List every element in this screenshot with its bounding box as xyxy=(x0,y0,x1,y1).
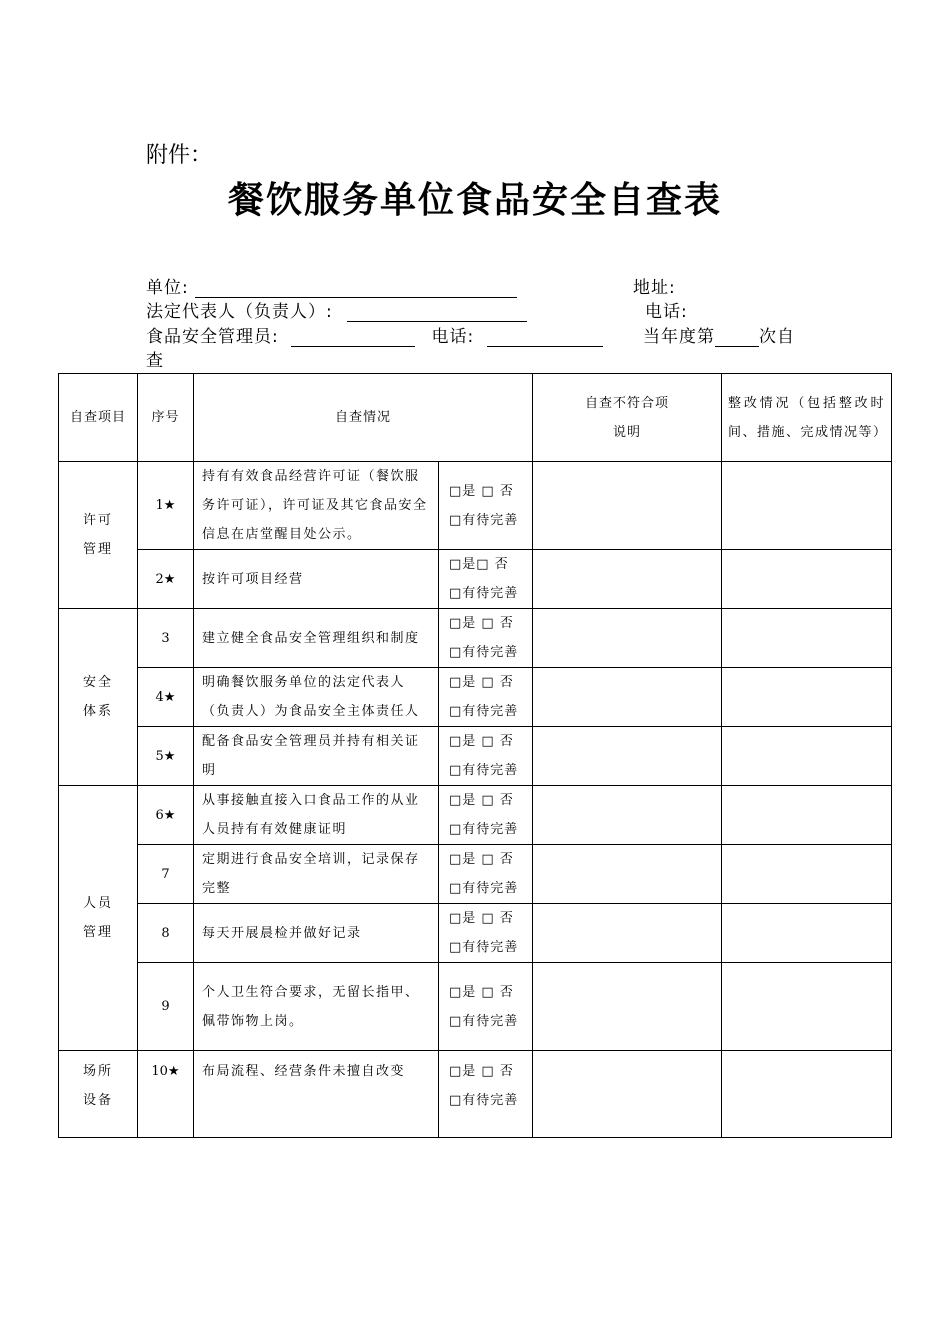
row-text: 定期进行食品安全培训，记录保存完整 xyxy=(194,845,439,904)
header-noncompliance-line2: 说明 xyxy=(613,424,642,440)
pending-checkbox[interactable]: □有待完善 xyxy=(449,645,519,660)
header-situation: 自查情况 xyxy=(194,374,533,462)
row-text: 每天开展晨检并做好记录 xyxy=(194,904,439,963)
phone-label-2: 电话: xyxy=(431,327,475,347)
row-text: 配备食品安全管理员并持有相关证明 xyxy=(194,727,439,786)
row-seq: 5★ xyxy=(138,727,194,786)
table-row xyxy=(59,550,892,609)
yes-no-checkbox[interactable]: □是 □ 否 xyxy=(449,793,514,808)
row-seq: 4★ xyxy=(138,668,194,727)
row-seq: 6★ xyxy=(138,786,194,845)
category-line2: 设备 xyxy=(82,1093,113,1108)
row-options xyxy=(439,845,533,904)
row-seq: 1★ xyxy=(138,462,194,550)
header-seq: 序号 xyxy=(138,374,194,462)
row-seq: 7 xyxy=(138,845,194,904)
self-check-table xyxy=(58,373,892,1138)
pending-checkbox[interactable]: □有待完善 xyxy=(449,512,519,528)
noncompliance-cell[interactable] xyxy=(533,963,722,1051)
row-text: 明确餐饮服务单位的法定代表人（负责人）为食品安全主体责任人 xyxy=(194,668,439,727)
rectification-cell[interactable] xyxy=(722,845,892,904)
table-row xyxy=(59,668,892,727)
noncompliance-cell[interactable] xyxy=(533,786,722,845)
yes-no-checkbox[interactable]: □是 □ 否 xyxy=(449,616,514,631)
year-prefix: 当年度第 xyxy=(643,327,715,347)
category-line2: 体系 xyxy=(82,704,113,719)
category-facilities xyxy=(59,1051,138,1138)
year-suffix-wrap: 查 xyxy=(146,351,164,371)
row-seq: 8 xyxy=(138,904,194,963)
yes-no-checkbox[interactable]: □是 □ 否 xyxy=(449,911,514,926)
row-text: 从事接触直接入口食品工作的从业人员持有有效健康证明 xyxy=(194,786,439,845)
yes-no-checkbox[interactable]: □是 □ 否 xyxy=(449,984,514,1000)
yes-no-checkbox[interactable]: □是 □ 否 xyxy=(449,734,514,749)
rectification-cell[interactable] xyxy=(722,668,892,727)
row-seq: 9 xyxy=(138,963,194,1051)
row-options xyxy=(439,727,533,786)
table-row xyxy=(59,845,892,904)
pending-checkbox[interactable]: □有待完善 xyxy=(449,586,519,601)
category-line2: 管理 xyxy=(82,542,113,557)
noncompliance-cell[interactable] xyxy=(533,727,722,786)
header-item: 自查项目 xyxy=(59,374,138,462)
row-options xyxy=(439,963,533,1051)
unit-field[interactable] xyxy=(195,281,517,298)
row-text: 布局流程、经营条件未擅自改变 xyxy=(194,1051,439,1138)
unit-line xyxy=(146,278,517,298)
category-line1: 场所 xyxy=(82,1064,113,1079)
year-count-line xyxy=(643,327,795,347)
unit-label: 单位: xyxy=(146,278,189,298)
category-line1: 安全 xyxy=(82,675,113,690)
legal-rep-line xyxy=(146,302,527,322)
header-noncompliance-line1: 自查不符合项 xyxy=(585,395,670,411)
pending-checkbox[interactable]: □有待完善 xyxy=(449,704,519,719)
attachment-label: 附件： xyxy=(146,143,213,168)
noncompliance-cell[interactable] xyxy=(533,904,722,963)
page-title: 餐饮服务单位食品安全自查表 xyxy=(227,179,722,221)
legal-rep-label: 法定代表人（负责人）: xyxy=(146,302,333,322)
header-noncompliance xyxy=(533,374,722,462)
table-row xyxy=(59,727,892,786)
rectification-cell[interactable] xyxy=(722,786,892,845)
row-text: 按许可项目经营 xyxy=(194,550,439,609)
pending-checkbox[interactable]: □有待完善 xyxy=(449,1093,519,1108)
row-options xyxy=(439,904,533,963)
table-row xyxy=(59,904,892,963)
pending-checkbox[interactable]: □有待完善 xyxy=(449,881,519,896)
row-options xyxy=(439,462,533,550)
category-line1: 人员 xyxy=(82,896,113,911)
manager-line xyxy=(146,327,603,347)
row-options xyxy=(439,550,533,609)
noncompliance-cell[interactable] xyxy=(533,1051,722,1138)
yes-no-checkbox[interactable]: □是 □ 否 xyxy=(449,1064,514,1079)
year-suffix: 次自 xyxy=(759,327,795,347)
row-seq: 10★ xyxy=(138,1051,194,1138)
rectification-cell[interactable] xyxy=(722,904,892,963)
rectification-cell[interactable] xyxy=(722,550,892,609)
row-options xyxy=(439,609,533,668)
rectification-cell[interactable] xyxy=(722,462,892,550)
manager-field[interactable] xyxy=(291,330,415,347)
yes-no-checkbox[interactable]: □是 □ 否 xyxy=(449,852,514,867)
pending-checkbox[interactable]: □有待完善 xyxy=(449,1013,519,1029)
noncompliance-cell[interactable] xyxy=(533,462,722,550)
table-header-row xyxy=(59,374,892,462)
table-row xyxy=(59,462,892,550)
header-rectification: 整改情况（包括整改时间、措施、完成情况等） xyxy=(722,374,892,462)
row-text: 建立健全食品安全管理组织和制度 xyxy=(194,609,439,668)
yes-no-checkbox[interactable]: □是 □ 否 xyxy=(449,483,514,499)
category-license xyxy=(59,462,138,609)
phone-label-1: 电话: xyxy=(645,302,688,322)
yes-no-checkbox[interactable]: □是 □ 否 xyxy=(449,675,514,690)
row-seq: 2★ xyxy=(138,550,194,609)
table-row xyxy=(59,786,892,845)
table-row xyxy=(59,963,892,1051)
yes-no-checkbox[interactable]: □是□ 否 xyxy=(449,557,509,572)
category-personnel xyxy=(59,786,138,1051)
category-line2: 管理 xyxy=(82,925,113,940)
row-seq: 3 xyxy=(138,609,194,668)
phone-field-2[interactable] xyxy=(487,330,603,347)
rectification-cell[interactable] xyxy=(722,727,892,786)
pending-checkbox[interactable]: □有待完善 xyxy=(449,822,519,837)
year-count-field[interactable] xyxy=(715,330,759,347)
row-text: 持有有效食品经营许可证（餐饮服务许可证），许可证及其它食品安全信息在店堂醒目处公示。 xyxy=(194,462,439,550)
pending-checkbox[interactable]: □有待完善 xyxy=(449,940,519,955)
noncompliance-cell[interactable] xyxy=(533,609,722,668)
noncompliance-cell[interactable] xyxy=(533,845,722,904)
pending-checkbox[interactable]: □有待完善 xyxy=(449,763,519,778)
table-row xyxy=(59,1051,892,1138)
rectification-cell[interactable] xyxy=(722,1051,892,1138)
rectification-cell[interactable] xyxy=(722,609,892,668)
row-options xyxy=(439,1051,533,1138)
manager-label: 食品安全管理员: xyxy=(146,327,279,347)
rectification-cell[interactable] xyxy=(722,963,892,1051)
table-row xyxy=(59,609,892,668)
category-safety-system xyxy=(59,609,138,786)
row-options xyxy=(439,668,533,727)
noncompliance-cell[interactable] xyxy=(533,550,722,609)
category-line1: 许可 xyxy=(82,513,113,528)
noncompliance-cell[interactable] xyxy=(533,668,722,727)
row-text: 个人卫生符合要求，无留长指甲、佩带饰物上岗。 xyxy=(194,963,439,1051)
row-options xyxy=(439,786,533,845)
legal-rep-field[interactable] xyxy=(347,305,527,322)
address-label: 地址: xyxy=(633,278,676,298)
